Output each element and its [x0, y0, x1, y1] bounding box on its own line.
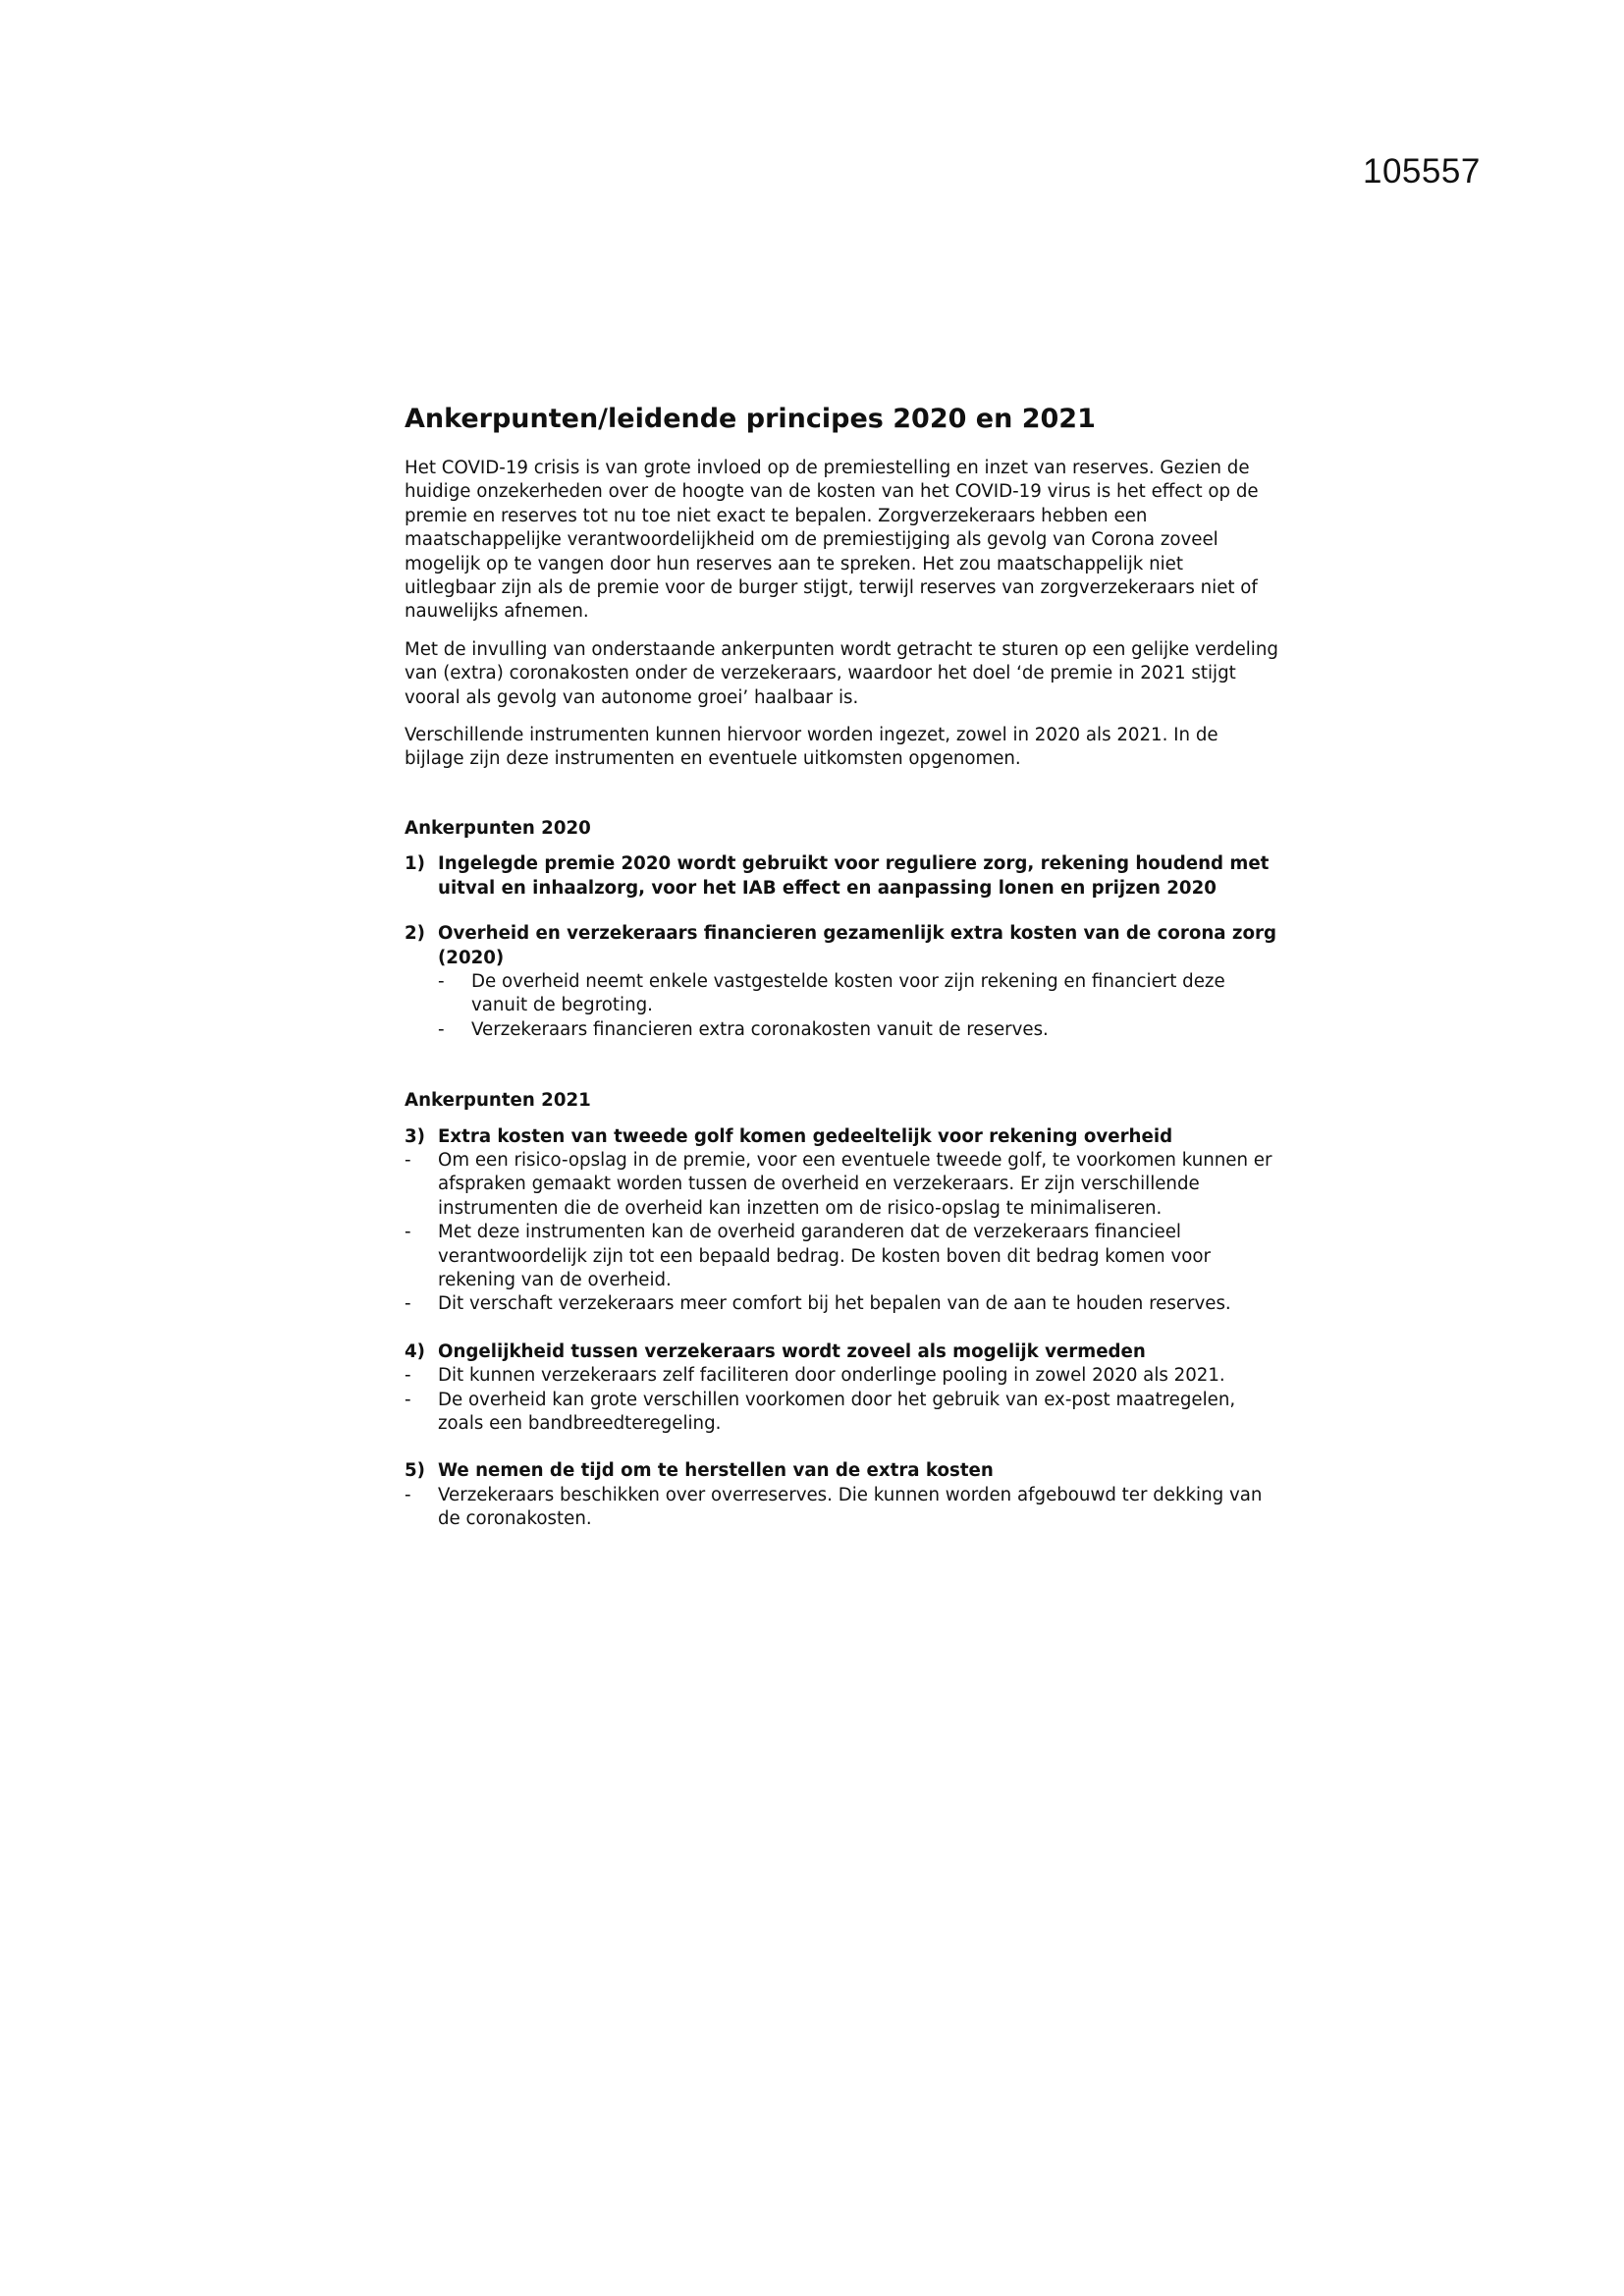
- section-heading: Ankerpunten 2020: [405, 817, 591, 839]
- bullet-text: De overheid neemt enkele vastgestelde kosten voor zijn rekening en financiert deze vanuit de begroting.: [471, 970, 1225, 1016]
- list-item: [405, 1292, 1278, 1316]
- anchor-point-item: [405, 1459, 1278, 1531]
- dash-marker: -: [438, 970, 445, 992]
- item-text: Overheid en verzekeraars financieren gezamenlijk extra kosten van de corona zorg (2020): [438, 923, 1276, 968]
- bullet-text: Om een risico-opslag in de premie, voor een eventuele tweede golf, te voorkomen kunnen er afspraken gemaakt worden tussen de overheid en verzekeraars. Er zijn verschillende instrumenten die de overheid kan inzetten om de risico-opslag te minimaliseren.: [438, 1149, 1272, 1219]
- list-item: [405, 1364, 1278, 1388]
- intro-paragraph: Met de invulling van onderstaande ankerpunten wordt getracht te sturen op een gelijke verdeling van (extra) coronakosten onder de verzekeraars, waardoor het doel ‘de premie in 2021 stijgt vooral als gevolg van autonome groei’ haalbaar is.: [405, 638, 1278, 708]
- bullet-text: Met deze instrumenten kan de overheid garanderen dat de verzekeraars financieel verantwoordelijk zijn tot een bepaald bedrag. De kosten boven dit bedrag komen voor rekening van de overheid.: [438, 1222, 1211, 1290]
- item-text: Extra kosten van tweede golf komen gedeeltelijk voor rekening overheid: [438, 1125, 1173, 1147]
- bullet-text: Dit verschaft verzekeraars meer comfort bij het bepalen van de aan te houden reserves.: [438, 1293, 1231, 1315]
- item-number: 5): [405, 1460, 425, 1482]
- bullet-list: [405, 1364, 1278, 1436]
- anchor-point-item: [405, 1125, 1278, 1317]
- document-body: [405, 403, 1278, 1556]
- bullet-list: [405, 1149, 1278, 1317]
- dash-marker: -: [405, 1293, 411, 1315]
- bullet-list: [405, 970, 1278, 1042]
- section-heading: Ankerpunten 2021: [405, 1090, 591, 1112]
- list-item: [438, 970, 1278, 1018]
- list-item: [405, 1389, 1278, 1437]
- anchor-point-heading: [405, 1459, 1278, 1483]
- bullet-text: Dit kunnen verzekeraars zelf faciliteren door onderlinge pooling in zowel 2020 als 2021.: [438, 1365, 1225, 1387]
- dash-marker: -: [405, 1484, 411, 1505]
- item-number: 1): [405, 853, 425, 875]
- list-item: [405, 1484, 1278, 1532]
- item-number: 3): [405, 1125, 425, 1147]
- item-text: We nemen de tijd om te herstellen van de extra kosten: [438, 1460, 994, 1482]
- item-text: Ongelijkheid tussen verzekeraars wordt zoveel als mogelijk vermeden: [438, 1340, 1146, 1362]
- anchor-point-heading: [405, 922, 1278, 970]
- list-item: [405, 1221, 1278, 1292]
- dash-marker: -: [438, 1018, 445, 1040]
- item-number: 2): [405, 923, 425, 945]
- section-2020: [405, 817, 1278, 1042]
- anchor-point-item: [405, 922, 1278, 1042]
- anchor-point-item: [405, 1340, 1278, 1437]
- document-title: Ankerpunten/leidende principes 2020 en 2021: [405, 404, 1096, 434]
- anchor-point-heading: [405, 852, 1278, 901]
- bullet-text: Verzekeraars beschikken over overreserves. Die kunnen worden afgebouwd ter dekking van de coronakosten.: [438, 1484, 1263, 1530]
- dash-marker: -: [405, 1149, 411, 1171]
- item-number: 4): [405, 1340, 425, 1362]
- section-2021: [405, 1089, 1278, 1532]
- dash-marker: -: [405, 1365, 411, 1387]
- list-item: [438, 1018, 1278, 1042]
- dash-marker: -: [405, 1222, 411, 1243]
- anchor-point-heading: [405, 1125, 1278, 1149]
- bullet-text: Verzekeraars financieren extra coronakosten vanuit de reserves.: [471, 1018, 1049, 1040]
- bullet-list: [405, 1484, 1278, 1532]
- bullet-text: De overheid kan grote verschillen voorkomen door het gebruik van ex-post maatregelen, zoals een bandbreedteregeling.: [438, 1389, 1236, 1434]
- dash-marker: -: [405, 1389, 411, 1410]
- anchor-point-heading: [405, 1340, 1278, 1364]
- anchor-point-item: [405, 852, 1278, 901]
- item-text: Ingelegde premie 2020 wordt gebruikt voor reguliere zorg, rekening houdend met uitval en inhaalzorg, voor het IAB effect en aanpassing lonen en prijzen 2020: [438, 853, 1270, 899]
- intro-paragraph: Verschillende instrumenten kunnen hiervoor worden ingezet, zowel in 2020 als 2021. In de bijlage zijn deze instrumenten en eventuele uitkomsten opgenomen.: [405, 725, 1218, 770]
- intro-paragraph: Het COVID-19 crisis is van grote invloed op de premiestelling en inzet van reserves. Gezien de huidige onzekerheden over de hoogte van de kosten van het COVID-19 virus is het effect op de premie en reserves tot nu toe niet exact te bepalen. Zorgverzekeraars hebben een maatschappelijke verantwoordelijkheid om de premiestijging als gevolg van Corona zoveel mogelijk op te vangen door hun reserves aan te spreken. Het zou maatschappelijk niet uitlegbaar zijn als de premie voor de burger stijgt, terwijl reserves van zorgverzekeraars niet of nauwelijks afnemen.: [405, 458, 1259, 623]
- list-item: [405, 1149, 1278, 1221]
- document-number: 105557: [1363, 152, 1481, 191]
